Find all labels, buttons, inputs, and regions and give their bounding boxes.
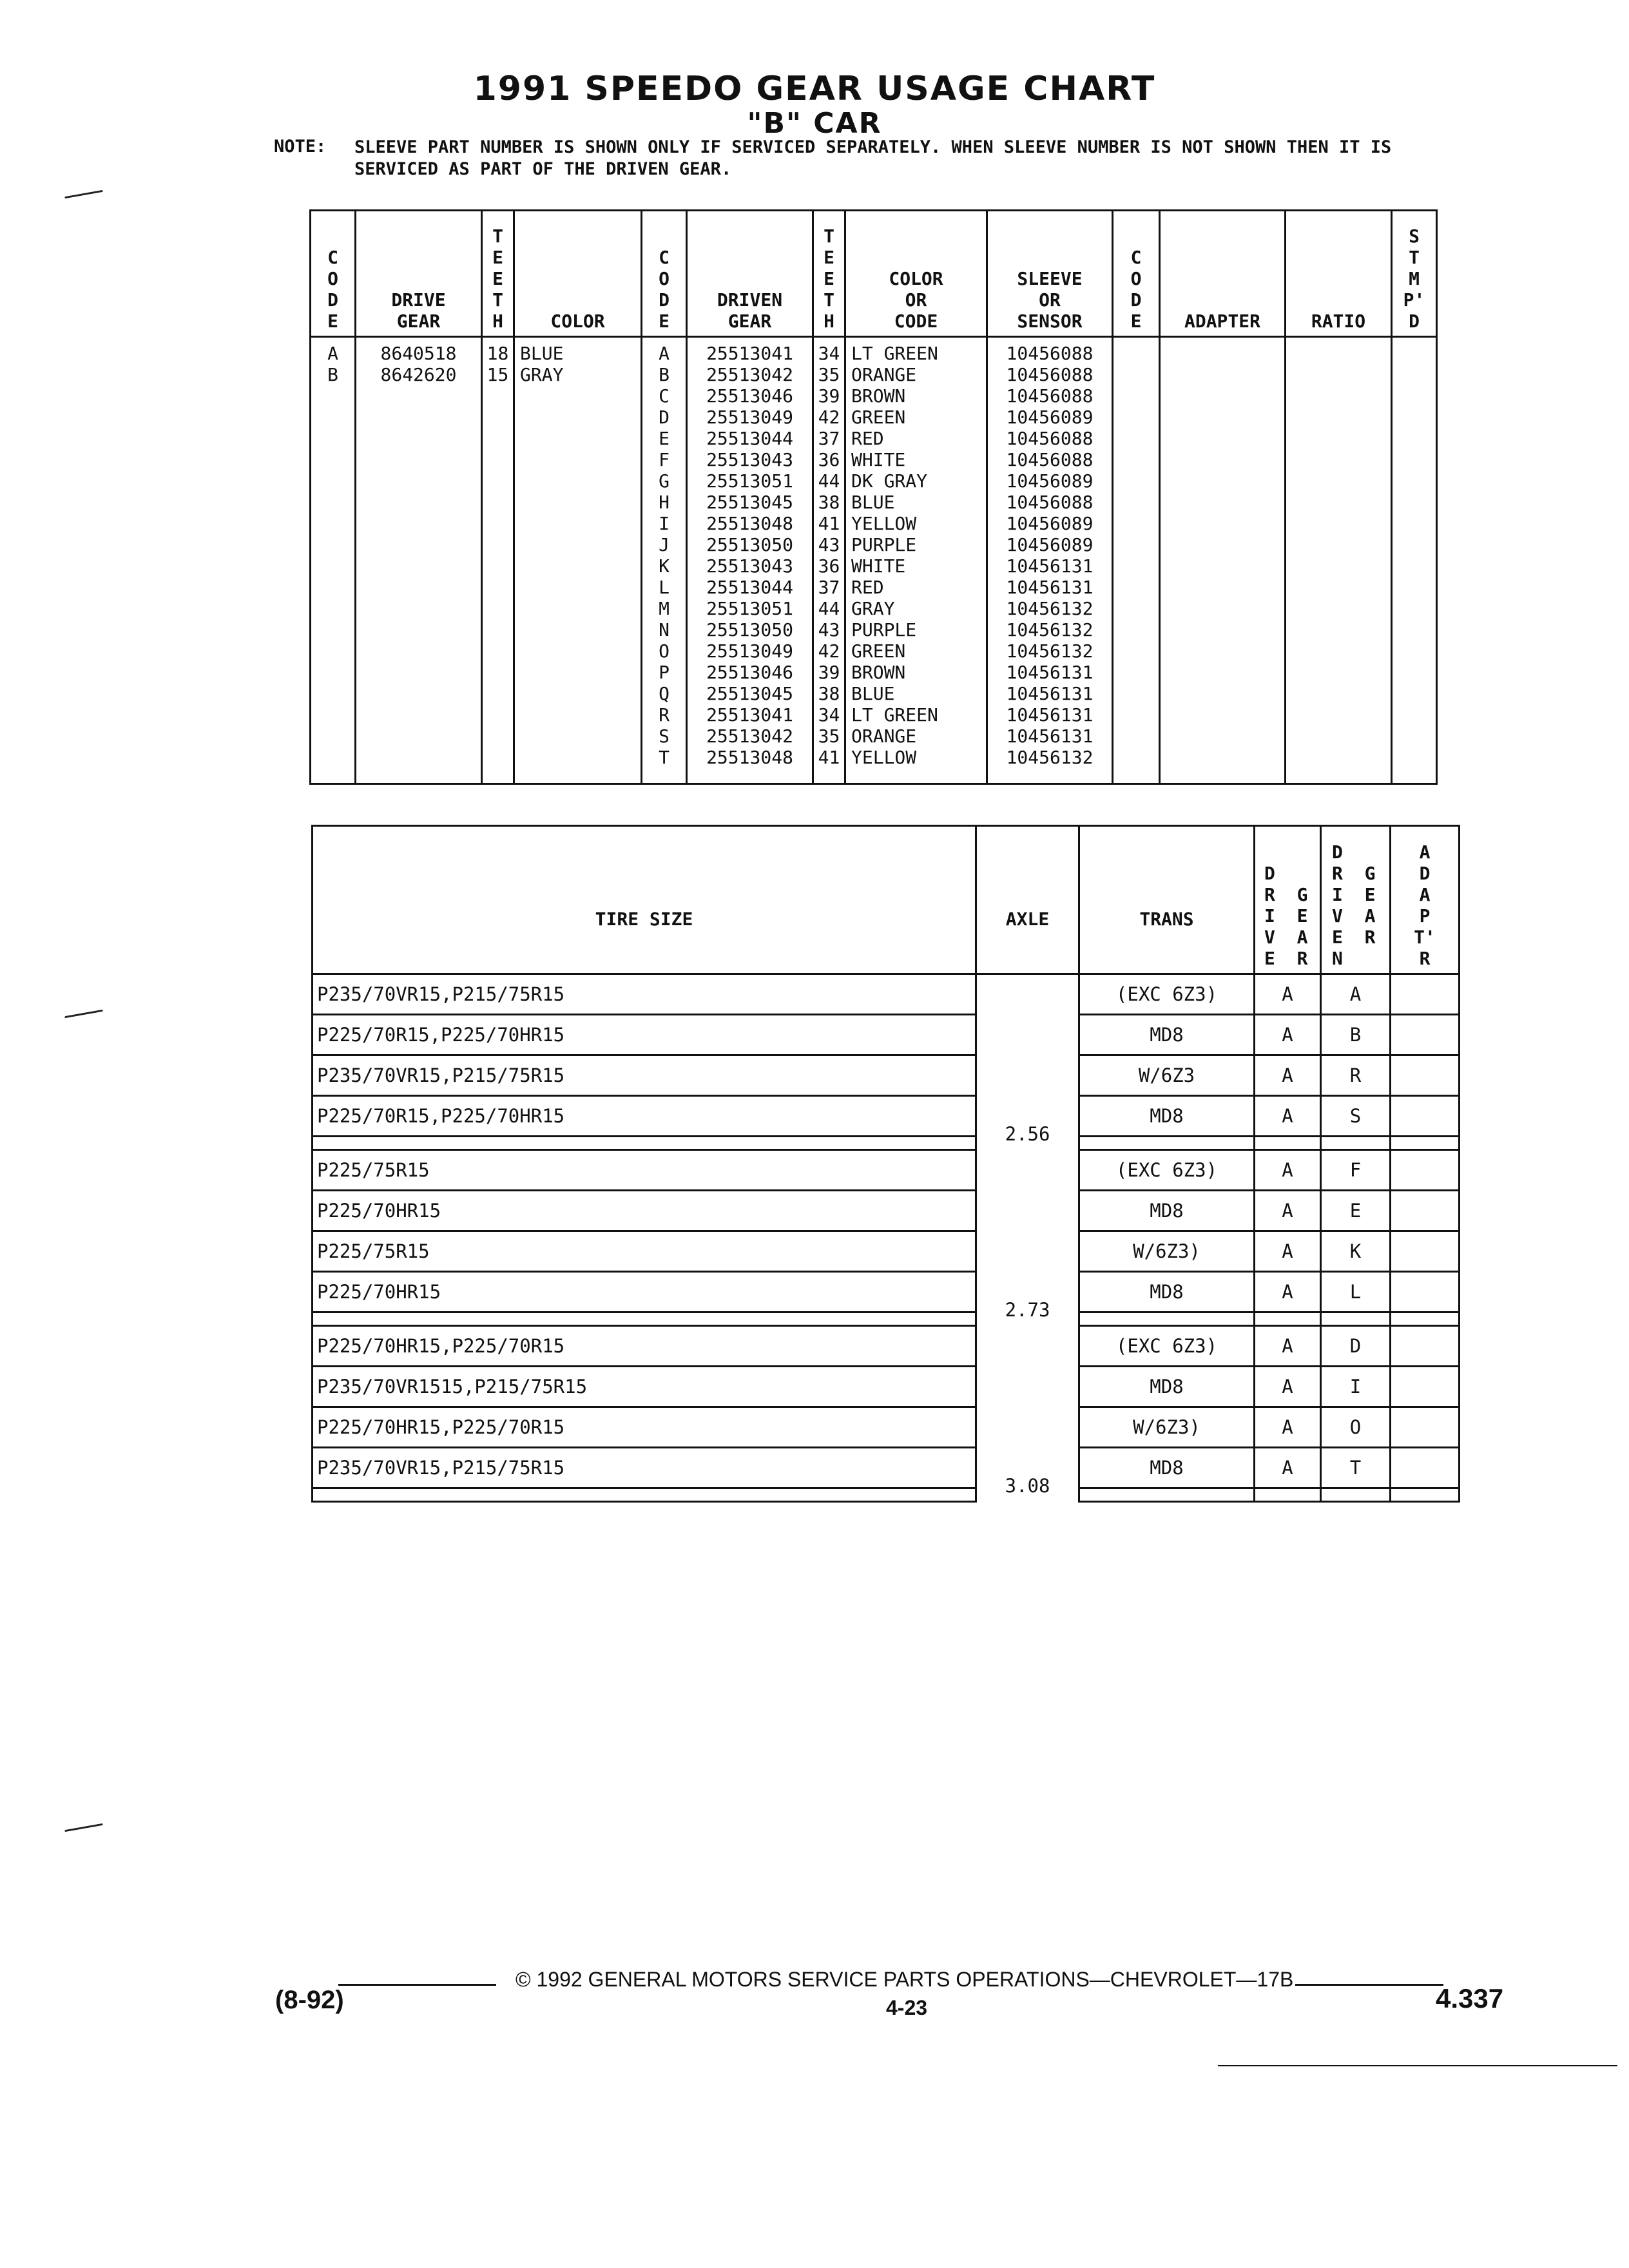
col-header-adapter: A D A P T' R [1391, 826, 1460, 974]
trans-cell: MD8 [1079, 1096, 1255, 1137]
tire-size-cell: P225/70R15,P225/70HR15 [313, 1015, 976, 1055]
drive-gear-cell: A [1255, 1448, 1321, 1488]
adapter-cell [1391, 1272, 1460, 1312]
driven-spacer [1321, 1137, 1391, 1150]
col-header-ratio: RATIO [1286, 211, 1392, 337]
drive-code-column: A B [311, 337, 356, 784]
note-label: NOTE: [274, 137, 327, 157]
table-row [313, 1407, 1460, 1448]
adapter-cell [1391, 1407, 1460, 1448]
driven-gear-cell: O [1321, 1407, 1391, 1448]
col-header-drive-gear: DRIVE GEAR [356, 211, 482, 337]
table-row [313, 974, 1460, 1015]
col-header-drive-gear: D R G I E V A E R [1255, 826, 1321, 974]
footer-page-number: 4-23 [886, 1996, 928, 2019]
driven-gear-cell: K [1321, 1231, 1391, 1272]
table-row [313, 1150, 1460, 1191]
gear-table-header [311, 211, 1437, 337]
note-text: SLEEVE PART NUMBER IS SHOWN ONLY IF SERVICED SEPARATELY. WHEN SLEEVE NUMBER IS NOT SHOWN THEN IT IS SERVICED AS PART OF THE DRIVEN GEAR. [354, 137, 1392, 179]
drive-gear-column: 8640518 8642620 [356, 337, 482, 784]
table-row [313, 1015, 1460, 1055]
adapter-cell [1391, 1448, 1460, 1488]
adapter-cell [1391, 1326, 1460, 1367]
tire-spacer [313, 1137, 976, 1150]
margin-mark [64, 1823, 103, 1832]
page-title: 1991 SPEEDO GEAR USAGE CHART [473, 70, 1156, 108]
col-header-code: C O D E [642, 211, 687, 337]
table-row [313, 1272, 1460, 1312]
drive-color-column: BLUE GRAY [514, 337, 642, 784]
driven-spacer [1321, 1312, 1391, 1326]
bottom-rule [1218, 2065, 1617, 2066]
adapter-cell [1391, 1055, 1460, 1096]
gear-table-body [311, 337, 1437, 784]
col-header-teeth: T E E T H [482, 211, 514, 337]
drive-gear-cell: A [1255, 1326, 1321, 1367]
trans-cell: MD8 [1079, 1272, 1255, 1312]
driven-code-column: A B C D E F G H I J K L M N O P Q R S T [642, 337, 687, 784]
col-header-adapter: ADAPTER [1160, 211, 1286, 337]
page-subtitle: "B" CAR [747, 107, 882, 140]
driven-gear-cell: D [1321, 1326, 1391, 1367]
tire-size-cell: P225/75R15 [313, 1231, 976, 1272]
drive-gear-cell: A [1255, 1055, 1321, 1096]
driven-gear-cell: E [1321, 1191, 1391, 1231]
trans-cell: MD8 [1079, 1367, 1255, 1407]
driven-gear-cell: T [1321, 1448, 1391, 1488]
drive-teeth-column: 18 15 [482, 337, 514, 784]
col-header-color-or-code: COLOR OR CODE [845, 211, 987, 337]
adapter-cell [1391, 1191, 1460, 1231]
axle-cell: 2.56 [976, 974, 1079, 1150]
adapter-cell [1391, 1015, 1460, 1055]
col-header-code: C O D E [311, 211, 356, 337]
col-header-driven-gear: DRIVEN GEAR [687, 211, 813, 337]
col-header-tire-size: TIRE SIZE [313, 826, 976, 974]
adapter-code-column [1113, 337, 1160, 784]
drive-gear-cell: A [1255, 1096, 1321, 1137]
sleeve-column: 10456088 10456088 10456088 10456089 10456088 10456088 10456089 10456088 10456089 10456089 10456131 10456131 10456132 10456132 10456132 10456131 10456131 10456131 10456131 10456132 [987, 337, 1113, 784]
footer-rule [338, 1984, 496, 1986]
table-row [313, 1231, 1460, 1272]
adapter-spacer [1391, 1312, 1460, 1326]
tire-size-cell: P235/70VR15,P215/75R15 [313, 974, 976, 1015]
margin-mark [64, 1010, 103, 1018]
usage-table-header [313, 826, 1460, 974]
trans-cell: MD8 [1079, 1191, 1255, 1231]
drive-gear-cell: A [1255, 1015, 1321, 1055]
trans-cell: MD8 [1079, 1448, 1255, 1488]
adapter-cell [1391, 1231, 1460, 1272]
axle-cell: 3.08 [976, 1326, 1079, 1502]
margin-mark [64, 190, 103, 198]
drive-gear-cell: A [1255, 1407, 1321, 1448]
table-row [313, 1096, 1460, 1137]
driven-spacer [1321, 1488, 1391, 1502]
col-header-axle: AXLE [976, 826, 1079, 974]
tire-size-cell: P225/75R15 [313, 1150, 976, 1191]
adapter-spacer [1391, 1137, 1460, 1150]
trans-cell: W/6Z3 [1079, 1055, 1255, 1096]
drive-gear-cell: A [1255, 1191, 1321, 1231]
drive-spacer [1255, 1312, 1321, 1326]
trans-cell: W/6Z3) [1079, 1407, 1255, 1448]
footer-date-code: (8-92) [275, 1986, 344, 2014]
drive-gear-cell: A [1255, 1272, 1321, 1312]
trans-cell: W/6Z3) [1079, 1231, 1255, 1272]
driven-gear-cell: L [1321, 1272, 1391, 1312]
tire-size-cell: P225/70HR15,P225/70R15 [313, 1407, 976, 1448]
ratio-column [1286, 337, 1392, 784]
table-row [313, 1326, 1460, 1367]
footer-section-number: 4.337 [1436, 1983, 1504, 2013]
tire-size-cell: P235/70VR15,P215/75R15 [313, 1055, 976, 1096]
col-header-teeth: T E E T H [813, 211, 845, 337]
gear-table [309, 209, 1438, 785]
footer-copyright: © 1992 GENERAL MOTORS SERVICE PARTS OPERATIONS—CHEVROLET—17B [516, 1968, 1294, 1991]
col-header-sleeve: SLEEVE OR SENSOR [987, 211, 1113, 337]
trans-cell: (EXC 6Z3) [1079, 974, 1255, 1015]
adapter-cell [1391, 1367, 1460, 1407]
tire-size-cell: P225/70HR15 [313, 1272, 976, 1312]
trans-cell: (EXC 6Z3) [1079, 1326, 1255, 1367]
adapter-cell [1391, 1096, 1460, 1137]
trans-spacer [1079, 1137, 1255, 1150]
col-header-stmpd: S T M P' D [1392, 211, 1437, 337]
tire-size-cell: P235/70VR15,P215/75R15 [313, 1448, 976, 1488]
tire-size-cell: P235/70VR1515,P215/75R15 [313, 1367, 976, 1407]
col-header-code: C O D E [1113, 211, 1160, 337]
drive-spacer [1255, 1137, 1321, 1150]
drive-gear-cell: A [1255, 1231, 1321, 1272]
drive-gear-cell: A [1255, 1150, 1321, 1191]
tire-size-cell: P225/70HR15,P225/70R15 [313, 1326, 976, 1367]
usage-table [311, 825, 1460, 1503]
adapter-column [1160, 337, 1286, 784]
trans-spacer [1079, 1312, 1255, 1326]
trans-spacer [1079, 1488, 1255, 1502]
axle-cell: 2.73 [976, 1150, 1079, 1326]
adapter-cell [1391, 974, 1460, 1015]
trans-cell: (EXC 6Z3) [1079, 1150, 1255, 1191]
driven-teeth-column: 34 35 39 42 37 36 44 38 41 43 36 37 44 43 42 39 38 34 35 41 [813, 337, 845, 784]
col-header-color: COLOR [514, 211, 642, 337]
driven-gear-cell: F [1321, 1150, 1391, 1191]
drive-gear-cell: A [1255, 1367, 1321, 1407]
tire-spacer [313, 1488, 976, 1502]
col-header-trans: TRANS [1079, 826, 1255, 974]
tire-size-cell: P225/70HR15 [313, 1191, 976, 1231]
group-spacer-row [313, 1488, 1460, 1502]
table-row [313, 1367, 1460, 1407]
group-spacer-row [313, 1137, 1460, 1150]
table-row [313, 1191, 1460, 1231]
adapter-cell [1391, 1150, 1460, 1191]
driven-gear-cell: B [1321, 1015, 1391, 1055]
drive-spacer [1255, 1488, 1321, 1502]
footer-rule [1295, 1984, 1443, 1986]
tire-size-cell: P225/70R15,P225/70HR15 [313, 1096, 976, 1137]
driven-gear-cell: A [1321, 974, 1391, 1015]
driven-gear-column: 25513041 25513042 25513046 25513049 25513044 25513043 25513051 25513045 25513048 25513050 25513043 25513044 25513051 25513050 25513049 25513046 25513045 25513041 25513042 25513048 [687, 337, 813, 784]
table-row [313, 1055, 1460, 1096]
drive-gear-cell: A [1255, 974, 1321, 1015]
tire-spacer [313, 1312, 976, 1326]
driven-gear-cell: S [1321, 1096, 1391, 1137]
stmpd-column [1392, 337, 1437, 784]
driven-gear-cell: R [1321, 1055, 1391, 1096]
driven-gear-cell: I [1321, 1367, 1391, 1407]
driven-color-column: LT GREEN ORANGE BROWN GREEN RED WHITE DK GRAY BLUE YELLOW PURPLE WHITE RED GRAY PURPLE GREEN BROWN BLUE LT GREEN ORANGE YELLOW [845, 337, 987, 784]
trans-cell: MD8 [1079, 1015, 1255, 1055]
col-header-driven-gear: D R G I E V A E R N [1321, 826, 1391, 974]
table-row [313, 1448, 1460, 1488]
adapter-spacer [1391, 1488, 1460, 1502]
group-spacer-row [313, 1312, 1460, 1326]
